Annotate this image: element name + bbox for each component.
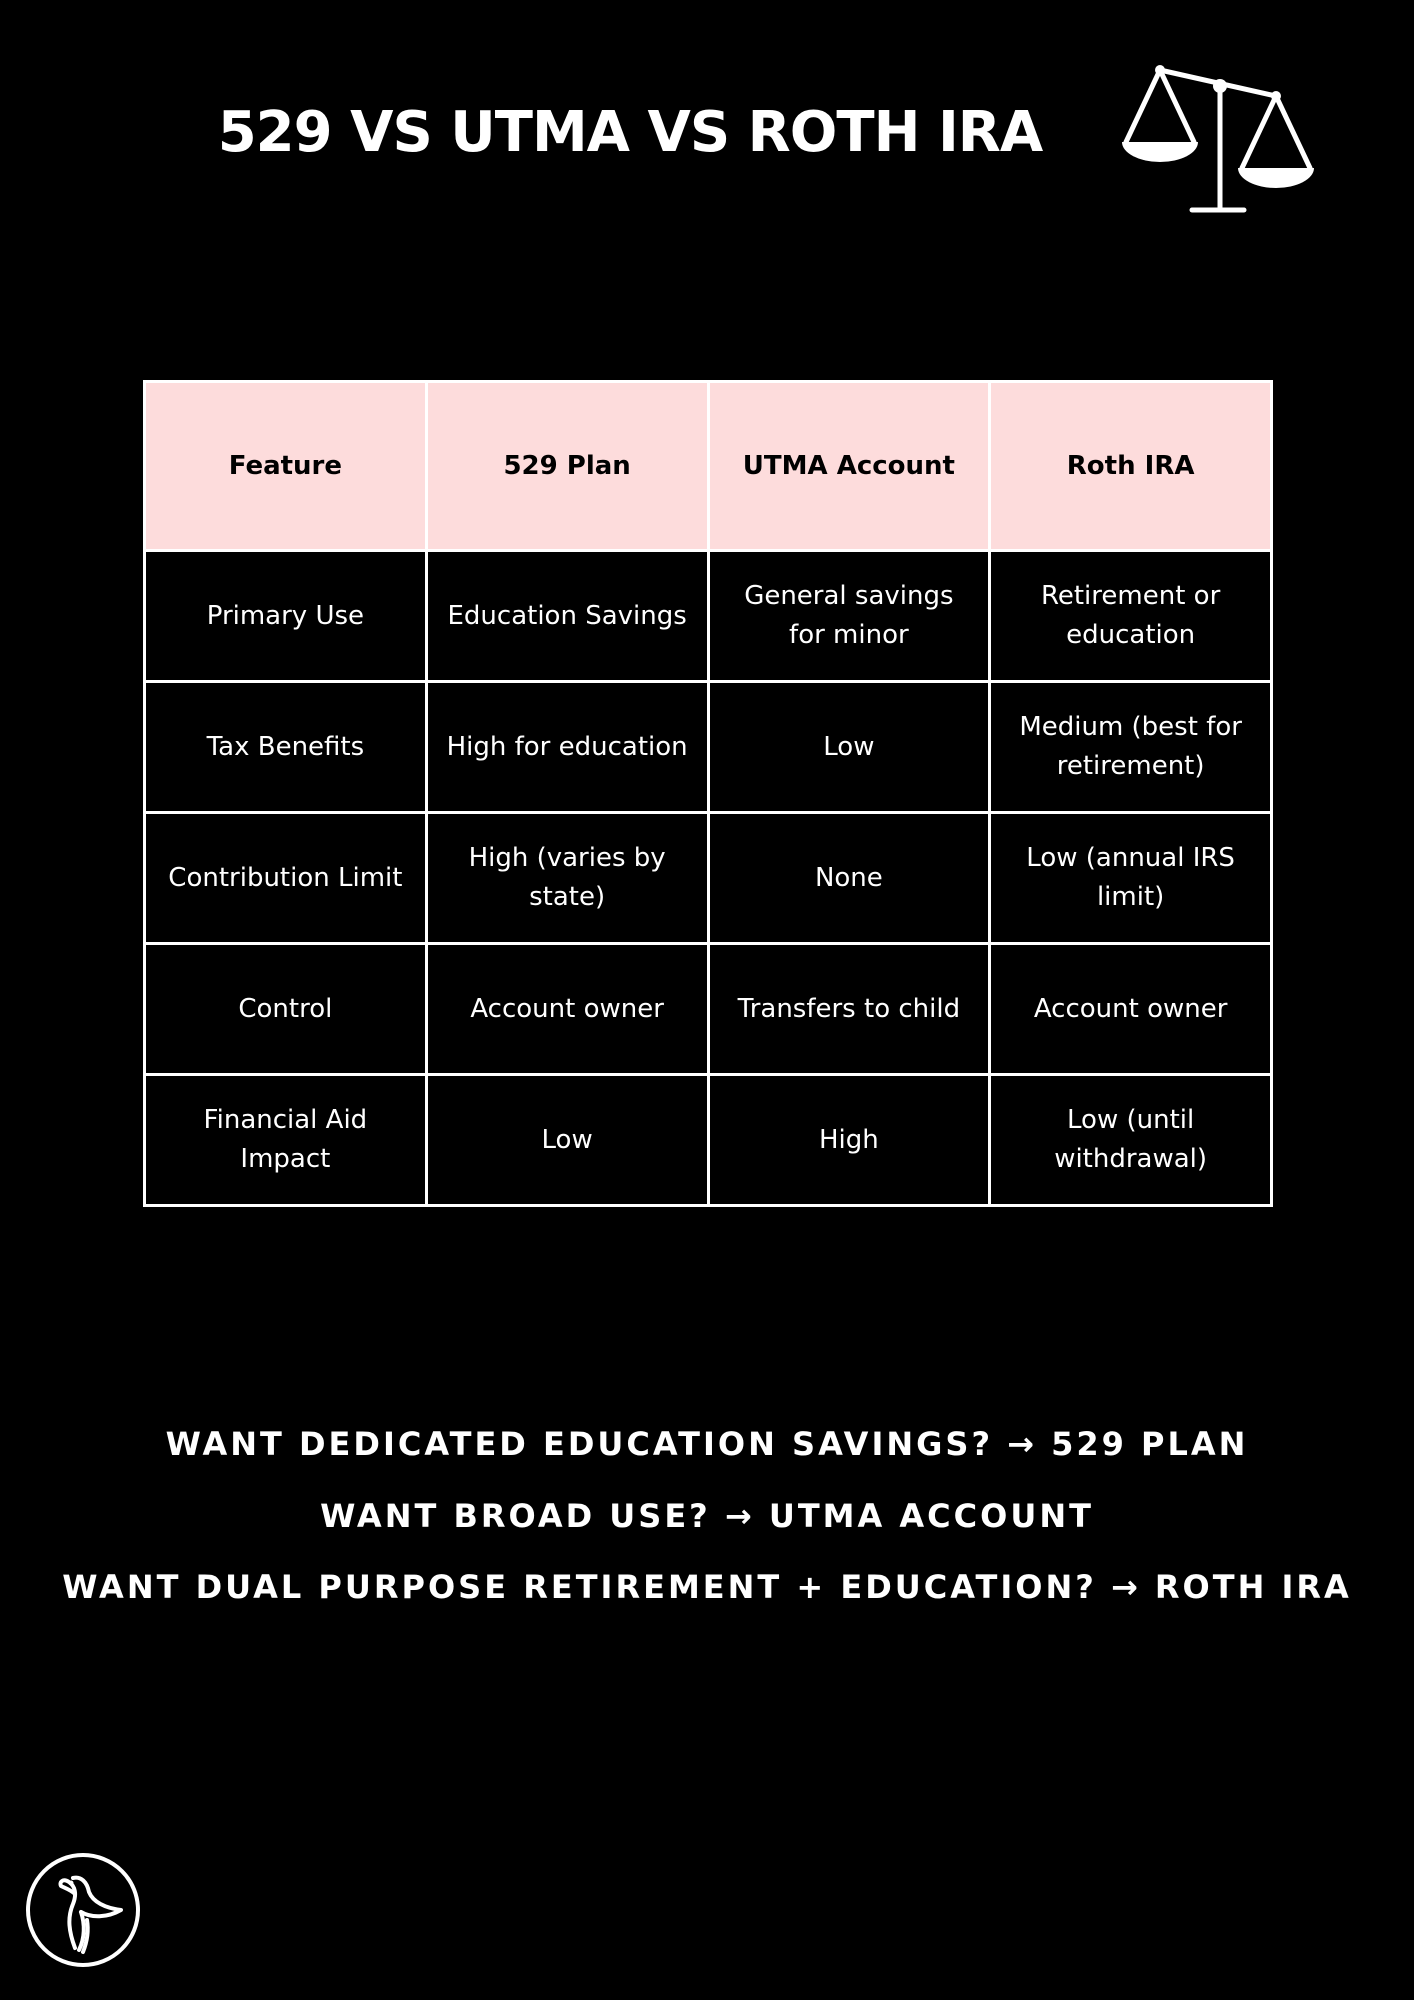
column-header-529-plan: 529 Plan <box>426 382 708 551</box>
balance-scale-icon <box>1118 62 1318 222</box>
table-cell: Medium (best for retirement) <box>990 682 1272 813</box>
table-cell: Account owner <box>990 944 1272 1075</box>
table-cell: Control <box>145 944 427 1075</box>
table-cell: High <box>708 1075 990 1206</box>
table-cell: Primary Use <box>145 551 427 682</box>
table-row <box>145 813 1272 944</box>
comparison-table <box>143 380 1273 1207</box>
table-header-row <box>145 382 1272 551</box>
table-cell: Retirement or education <box>990 551 1272 682</box>
table-cell: Transfers to child <box>708 944 990 1075</box>
table-cell: Low <box>708 682 990 813</box>
table-row <box>145 944 1272 1075</box>
table-cell: High (varies by state) <box>426 813 708 944</box>
recommendation-utma-account: WANT BROAD USE? → UTMA ACCOUNT <box>320 1497 1094 1535</box>
table-cell: Low (until withdrawal) <box>990 1075 1272 1206</box>
recommendation-roth-ira: WANT DUAL PURPOSE RETIREMENT + EDUCATION? → ROTH IRA <box>62 1568 1352 1606</box>
table-cell: Education Savings <box>426 551 708 682</box>
table-cell: Contribution Limit <box>145 813 427 944</box>
table-cell: Tax Benefits <box>145 682 427 813</box>
table-row <box>145 551 1272 682</box>
pelican-logo-icon <box>25 1852 141 1968</box>
recommendation-529-plan: WANT DEDICATED EDUCATION SAVINGS? → 529 PLAN <box>165 1425 1249 1463</box>
column-header-utma-account: UTMA Account <box>708 382 990 551</box>
table-cell: Account owner <box>426 944 708 1075</box>
table-row <box>145 1075 1272 1206</box>
column-header-feature: Feature <box>145 382 427 551</box>
page-title: 529 VS UTMA VS ROTH IRA <box>217 100 1043 165</box>
table-cell: Low (annual IRS limit) <box>990 813 1272 944</box>
table-cell: Financial Aid Impact <box>145 1075 427 1206</box>
table-cell: None <box>708 813 990 944</box>
column-header-roth-ira: Roth IRA <box>990 382 1272 551</box>
table-cell: High for education <box>426 682 708 813</box>
table-cell: General savings for minor <box>708 551 990 682</box>
table-cell: Low <box>426 1075 708 1206</box>
table-row <box>145 682 1272 813</box>
